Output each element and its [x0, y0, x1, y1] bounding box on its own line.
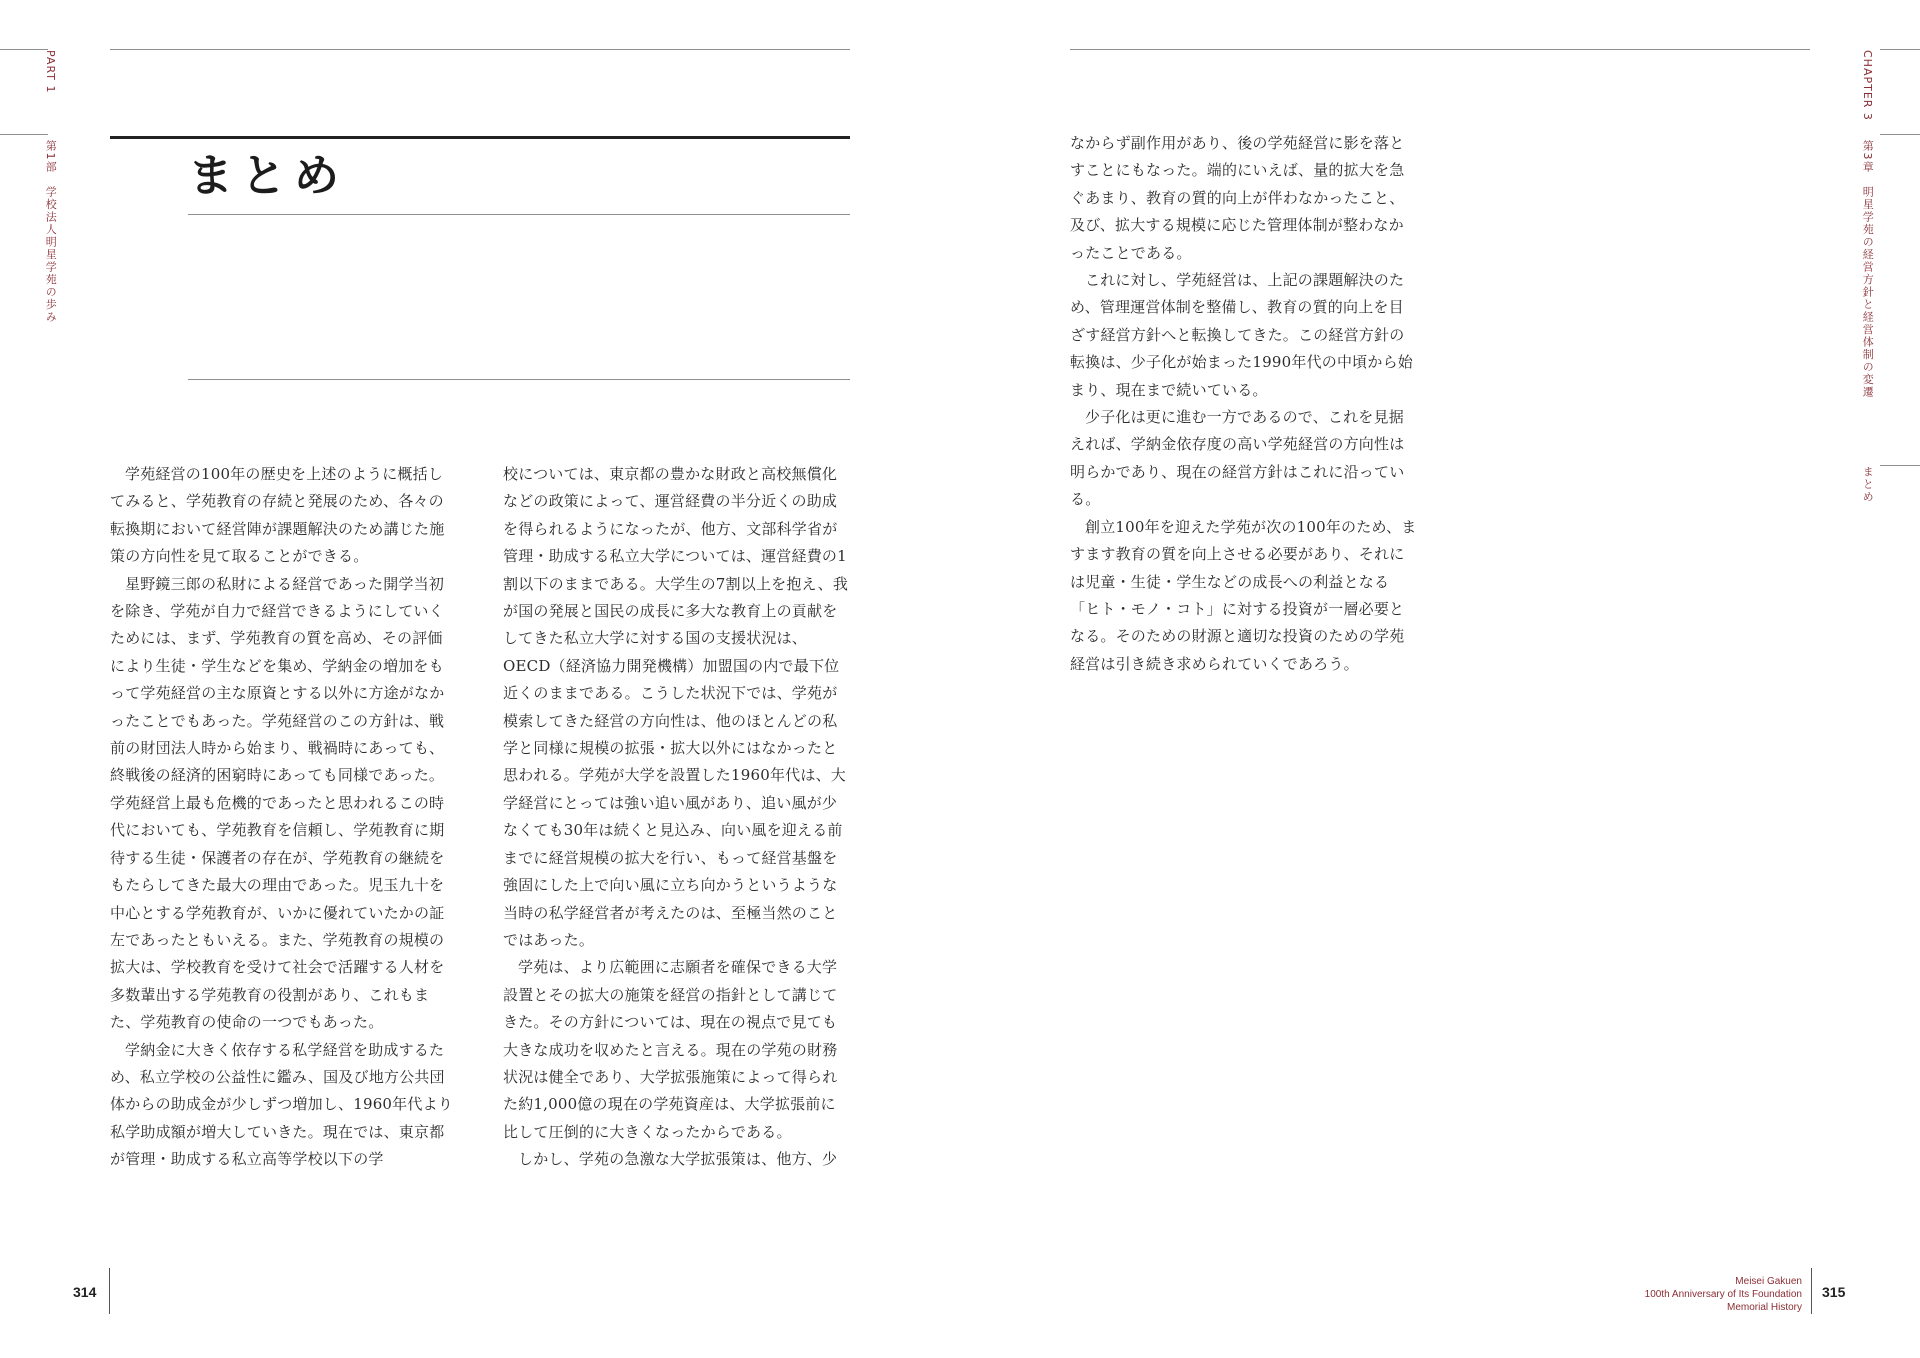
left-column-2	[503, 461, 850, 1174]
right-column-1	[1070, 130, 1417, 678]
paragraph: 少子化は更に進む一方であるので、これを見据えれば、学納金依存度の高い学苑経営の方向性は明らかであり、現在の経営方針はこれに沿っている。	[1070, 408, 1405, 509]
paragraph: 創立100年を迎えた学苑が次の100年のため、ますます教育の質を向上させる必要があり、それには児童・生徒・学生などの成長への利益となる「ヒト・モノ・コト」に対する投資が一層必要となる。そのための財源と適切な投資のための学苑経営は引き続き求められていくであろう。	[1070, 517, 1417, 673]
page-title: まとめ	[188, 149, 348, 202]
paragraph: 校については、東京都の豊かな財政と高校無償化などの政策によって、運営経費の半分近くの助成を得られるようになったが、他方、文部科学省が管理・助成する私立大学については、運営経費の1割以下のままである。大学生の7割以上を抱え、我が国の発展と国民の成長に多大な教育上の貢献をしてきた私立大学に対する国の支援状況は、OECD（経済協力開発機構）加盟国の内で最下位近くのままである。こうした状況下では、学苑が模索してきた経営の方向性は、他のほとんどの私学と同様に規模の拡張・拡大以外にはなかったと思われる。学苑が大学を設置した1960年代は、大学経営にとっては強い追い風があり、追い風が少なくても30年は続くと見込み、向い風を迎える前までに経営規模の拡大を行い、もって経営基盤を強固にした上で向い風に立ち向かうというような当時の私学経営者が考えたのは、至極当然のことではあった。	[503, 465, 849, 949]
page-number-divider-left	[109, 1268, 110, 1314]
side-label-chapter: CHAPTER 3	[1861, 50, 1875, 121]
paragraph: 学納金に大きく依存する私学経営を助成するため、私立学校の公益性に鑑み、国及び地方公共団体からの助成金が少しずつ増加し、1960年代より私学助成額が増大していきた。現在では、東京都が管理・助成する私立高等学校以下の学	[110, 1040, 453, 1169]
page-number-left: 314	[73, 1284, 97, 1300]
side-label-chapter-title: 第3章 明星学苑の経営方針と経営体制の変遷	[1861, 140, 1875, 399]
paragraph: これに対し、学苑経営は、上記の課題解決のため、管理運営体制を整備し、教育の質的向上を目ざす経営方針へと転換してきた。この経営方針の転換は、少子化が始まった1990年代の中頃から始まり、現在まで続いている。	[1070, 271, 1413, 399]
page-number-divider-right	[1811, 1268, 1812, 1314]
paragraph: しかし、学苑の急激な大学拡張策は、他方、少	[518, 1150, 838, 1169]
heading-section-rule	[188, 379, 850, 380]
paragraph: 学苑は、より広範囲に志願者を確保できる大学設置とその拡大の施策を経営の指針として講じてきた。その方針については、現在の視点で見ても大きな成功を収めたと言える。現在の学苑の財務状況は健全であり、大学拡張施策によって得られた約1,000億の現在の学苑資産は、大学拡張前に比して圧倒的に大きくなったからである。	[503, 958, 838, 1141]
right-margin-rule-section	[1880, 465, 1920, 466]
side-label-section-right: まとめ	[1861, 466, 1875, 504]
credit-line: Meisei Gakuen	[1735, 1276, 1802, 1287]
page-number-right: 315	[1822, 1284, 1846, 1300]
side-label-part: PART 1	[44, 50, 58, 94]
right-margin-rule-top	[1880, 49, 1920, 50]
left-margin-rule-top	[0, 49, 48, 50]
left-header-rule	[110, 49, 850, 50]
book-credit	[1645, 1275, 1802, 1314]
right-margin-rule-mid	[1880, 134, 1920, 135]
left-margin-rule-mid	[0, 134, 48, 135]
paragraph: なからず副作用があり、後の学苑経営に影を落とすことにもなった。端的にいえば、量的拡大を急ぐあまり、教育の質的向上が伴わなかったこと、及び、拡大する規模に応じた管理体制が整わなかったことである。	[1070, 134, 1405, 262]
paragraph: 学苑経営の100年の歴史を上述のように概括してみると、学苑教育の存続と発展のため、各々の転換期において経営陣が課題解決のため講じた施策の方向性を見て取ることができる。	[110, 465, 445, 566]
heading-underline	[188, 214, 850, 215]
side-label-section: 第1部 学校法人明星学苑の歩み	[44, 140, 58, 324]
heading-top-rule	[110, 136, 850, 139]
right-header-rule	[1070, 49, 1810, 50]
left-column-1	[110, 461, 456, 1174]
paragraph: 星野鏡三郎の私財による経営であった開学当初を除き、学苑が自力で経営できるようにしていくためには、まず、学苑教育の質を高め、その評価により生徒・学生などを集め、学納金の増加をもって学苑経営の主な原資とする以外に方途がなかったことでもあった。学苑経営のこの方針は、戦前の財団法人時から始まり、戦禍時にあっても、終戦後の経済的困窮時にあっても同様であった。学苑経営上最も危機的であったと思われるこの時代においても、学苑教育を信頼し、学苑教育に期待する生徒・保護者の存在が、学苑教育の継続をもたらしてきた最大の理由であった。児玉九十を中心とする学苑教育が、いかに優れていたかの証左であったともいえる。また、学苑教育の規模の拡大は、学校教育を受けて社会で活躍する人材を多数輩出する学苑教育の役割があり、これもまた、学苑教育の使命の一つでもあった。	[110, 574, 445, 1032]
credit-line: Memorial History	[1726, 1302, 1802, 1313]
credit-line: 100th Anniversary of Its Foundation	[1644, 1289, 1802, 1300]
